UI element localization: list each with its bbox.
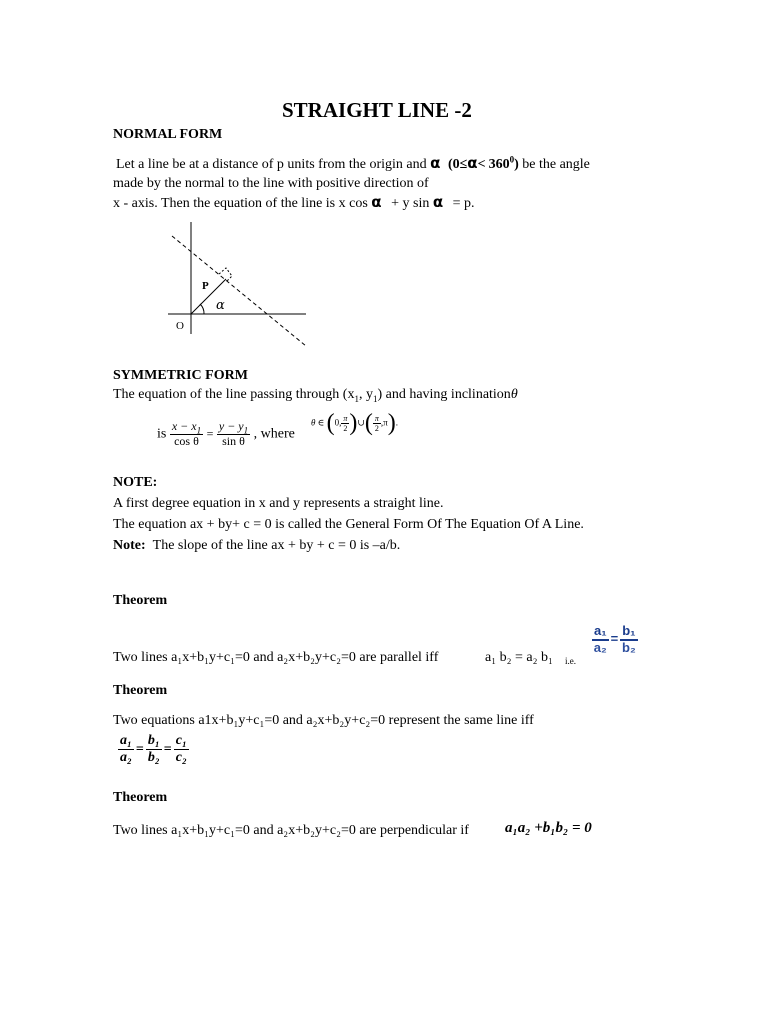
fraction-y: $\frac{y - y_1}{\text{sin θ}}$ bbox=[218, 419, 249, 448]
normal-form-line3: x - axis. Then the equation of the line is x cos α + y sin α = p. bbox=[113, 193, 475, 211]
page-title: STRAIGHT LINE -2 bbox=[282, 98, 472, 122]
theorem2-text: Two equations a1x+b₁y+c₁=0 and a₂x+b₂y+c₂=0 represent the same line iff bbox=[113, 713, 534, 728]
theorem3-heading: Theorem bbox=[113, 790, 168, 805]
theta-condition: θ ∈ (0, $\frac{\pi}{2}$ )∪( $\frac{\pi}{2}$ ,π). bbox=[311, 410, 398, 436]
line-dashed bbox=[172, 236, 306, 346]
theorem1-condition: a₁ b₂ = a₂ b₁ bbox=[485, 650, 553, 665]
theorem1-heading: Theorem bbox=[113, 593, 168, 608]
label-alpha: α bbox=[216, 298, 225, 313]
theorem1-text: Two lines a₁x+b₁y+c₁=0 and a₂x+b₂y+c₂=0 are parallel iff bbox=[113, 650, 439, 665]
theorem3-formula: a₁a₂ +b₁b₂ = 0 bbox=[505, 820, 592, 836]
normal-form-line1: Let a line be at a distance of p units from the origin and α $(0\le\alpha< 360^0)$ be the angle bbox=[116, 154, 590, 172]
angle-arc bbox=[200, 304, 204, 314]
note-heading: NOTE: bbox=[113, 475, 158, 490]
label-o: O bbox=[176, 320, 184, 332]
theorem1-ratio-image: $\frac{\text{a₁}}{\text{a₂}}$ = $\frac{\text{b₁}}{\text{b₂}}$ bbox=[593, 623, 636, 655]
normal-form-line2: made by the normal to the line with positive direction of bbox=[113, 176, 429, 191]
fraction-x: $\frac{x - x_1}{\text{cos θ}}$ bbox=[171, 419, 202, 448]
note-line3: Note: The slope of the line ax + by + c = 0 is –a/b. bbox=[113, 538, 401, 553]
label-p: P bbox=[202, 280, 209, 292]
theorem2-ratio: $\frac{\text{a₁}}{\text{a₂}}$ = $\frac{\text{b₁}}{\text{b₂}}$ = $\frac{\text{c₁}}{\text{c₂}}$ bbox=[120, 733, 187, 766]
theorem2-heading: Theorem bbox=[113, 683, 168, 698]
normal-form-diagram bbox=[160, 222, 320, 352]
normal-form-heading: NORMAL FORM bbox=[113, 127, 223, 142]
symmetric-form-equation: is $\frac{x - x_1}{\text{cos θ}}$ = $\frac{y - y_1}{\text{sin θ}}$ , where bbox=[157, 419, 295, 448]
note-line2: The equation ax + by+ c = 0 is called the General Form Of The Equation Of A Line. bbox=[113, 517, 584, 532]
note-line1: A first degree equation in x and y represents a straight line. bbox=[113, 496, 444, 511]
theorem3-text: Two lines a₁x+b₁y+c₁=0 and a₂x+b₂y+c₂=0 are perpendicular if bbox=[113, 823, 469, 838]
theorem1-ie: i.e. bbox=[565, 656, 576, 666]
symmetric-form-heading: SYMMETRIC FORM bbox=[113, 368, 248, 383]
symmetric-form-line1: The equation of the line passing through ($x_1$, $y_1$) and having inclinationθ bbox=[113, 387, 518, 404]
